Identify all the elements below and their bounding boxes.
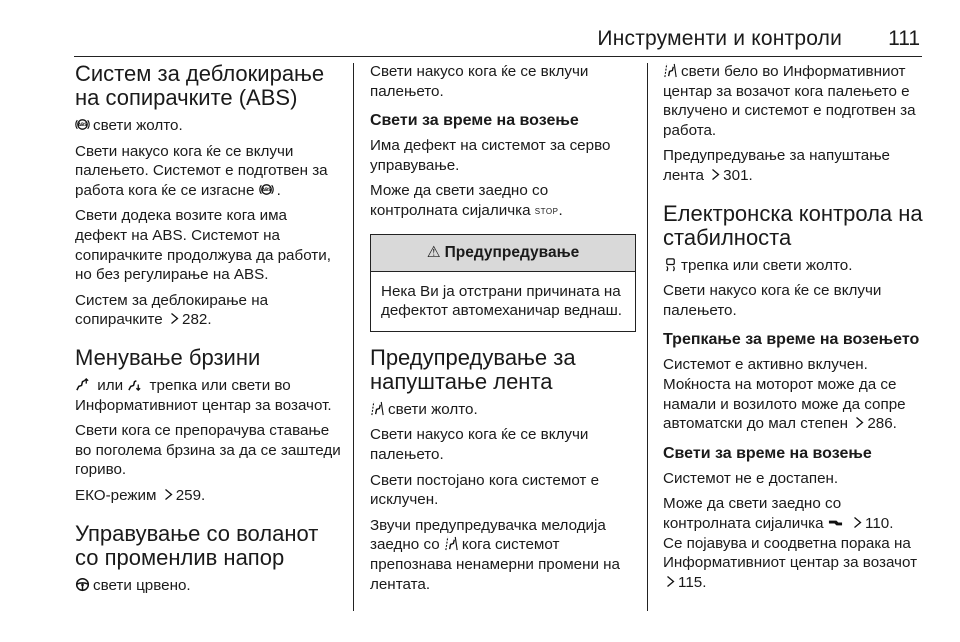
- paragraph: или трепка или свети во Информативниот центар за возачот.: [75, 376, 332, 414]
- abs-warning-icon: [259, 182, 274, 197]
- paragraph: Систем за деблокирање на сопирачките 282.: [75, 291, 269, 329]
- paragraph: ЕКО-режим 259.: [75, 486, 206, 504]
- warning-box: [370, 234, 636, 332]
- paragraph: Свети додека возите кога има дефект на ABS. Системот на сопирачките продолжува да работи, но без регулирање на ABS.: [75, 207, 331, 284]
- page-reference[interactable]: 110.: [865, 514, 894, 532]
- esc-skid-icon: [663, 257, 678, 272]
- page-reference[interactable]: 282.: [182, 311, 212, 329]
- steering-wheel-icon: [75, 577, 90, 592]
- paragraph: Може да свети заедно со контролната сијаличка 110. Се појавува и соодветна порака на Информативниот центар за возачот 115.: [663, 495, 918, 591]
- column-divider: [647, 63, 648, 611]
- subheading-while-driving: Свети за време на возење: [370, 112, 579, 130]
- section-heading-power-steering: Управување со воланот со променлив напор: [75, 520, 319, 570]
- lane-departure-icon: [444, 536, 459, 551]
- paragraph: Свети накусо кога ќе се вклучи палењето.: [370, 426, 589, 463]
- section-heading-lane-departure: Предупредување за напуштање лента: [370, 344, 576, 394]
- column-divider: [353, 63, 354, 611]
- paragraph: Свети накусо кога ќе се вклучи палењето.: [370, 63, 589, 100]
- column-1: [75, 62, 341, 601]
- paragraph: Системот не е достапен.: [663, 469, 839, 487]
- paragraph: Свети кога се препорачува ставање во поголема брзина за да се заштеди гориво.: [75, 422, 341, 479]
- header-divider: [74, 56, 922, 57]
- subheading-while-driving: Свети за време на возење: [663, 444, 872, 462]
- downshift-icon: [127, 377, 142, 392]
- page-number: 111: [888, 27, 920, 50]
- paragraph: свети бело во Информативниот центар за возачот кога палењето е вклучено и системот е подготвен за работа.: [663, 63, 916, 139]
- paragraph: Може да свети заедно со контролната сијаличка STOP.: [370, 182, 563, 219]
- abs-warning-icon: [75, 117, 90, 132]
- svg-text:ABS: ABS: [77, 122, 88, 128]
- stop-lamp-icon: STOP: [534, 206, 559, 216]
- page-reference-arrow-icon: [711, 168, 720, 181]
- page-reference-arrow-icon: [855, 416, 864, 429]
- page-reference-arrow-icon: [666, 575, 675, 588]
- paragraph: Системот е активно вклучен. Моќноста на моторот може да се намали и возилото може да сопре автоматски до мал степен 286.: [663, 356, 906, 433]
- column-3: [663, 62, 929, 598]
- page-reference-arrow-icon: [853, 516, 862, 529]
- svg-text:ABS: ABS: [261, 186, 271, 192]
- section-heading-abs: Систем за деблокирање на сопирачките (ABS): [75, 61, 325, 110]
- paragraph: Звучи предупредувачка мелодија заедно со кога системот препознава ненамерни промени на лентата.: [370, 516, 621, 593]
- paragraph: Свети накусо кога ќе се вклучи палењето.: [663, 282, 882, 319]
- paragraph: трепка или свети жолто.: [663, 256, 929, 276]
- paragraph: Предупредување за напуштање лента 301.: [663, 147, 891, 184]
- upshift-icon: [75, 377, 90, 392]
- paragraph: ABS свети жолто.: [75, 116, 341, 136]
- section-heading-gear-shift: Менување брзини: [75, 344, 261, 370]
- page-reference[interactable]: 259.: [175, 486, 206, 504]
- page-header: [0, 0, 960, 56]
- page-reference[interactable]: 301.: [723, 166, 753, 184]
- paragraph: свети црвено.: [75, 576, 341, 596]
- page-reference[interactable]: 286.: [867, 415, 897, 433]
- page-reference[interactable]: 115.: [678, 573, 707, 591]
- section-heading-esc: Електронска контрола на стабилноста: [663, 200, 923, 250]
- paragraph: свети жолто.: [370, 400, 636, 420]
- paragraph: Свети постојано кога системот е исклучен.: [370, 471, 600, 509]
- malfunction-lamp-icon: [828, 515, 843, 530]
- page-reference-arrow-icon: [170, 312, 179, 325]
- paragraph: Има дефект на системот за серво управување.: [370, 137, 611, 174]
- warning-box-body: Нека Ви ја отстрани причината на дефектот автомеханичар веднаш.: [381, 282, 622, 320]
- page-reference-arrow-icon: [164, 488, 173, 501]
- running-header-title: Инструменти и контроли: [597, 27, 842, 50]
- paragraph: Свети накусо кога ќе се вклучи палењето. Систeмот е подготвен за работа кога ќе се изгасне ABS .: [75, 142, 328, 199]
- warning-box-header: ⚠ Предупредување: [371, 235, 635, 272]
- subheading-flashing-while-driving: Трепкање за време на возењето: [663, 331, 920, 349]
- lane-departure-icon: [370, 401, 385, 416]
- warning-triangle-icon: ⚠: [426, 243, 441, 261]
- lane-departure-icon: [663, 63, 678, 78]
- column-2: [370, 62, 636, 600]
